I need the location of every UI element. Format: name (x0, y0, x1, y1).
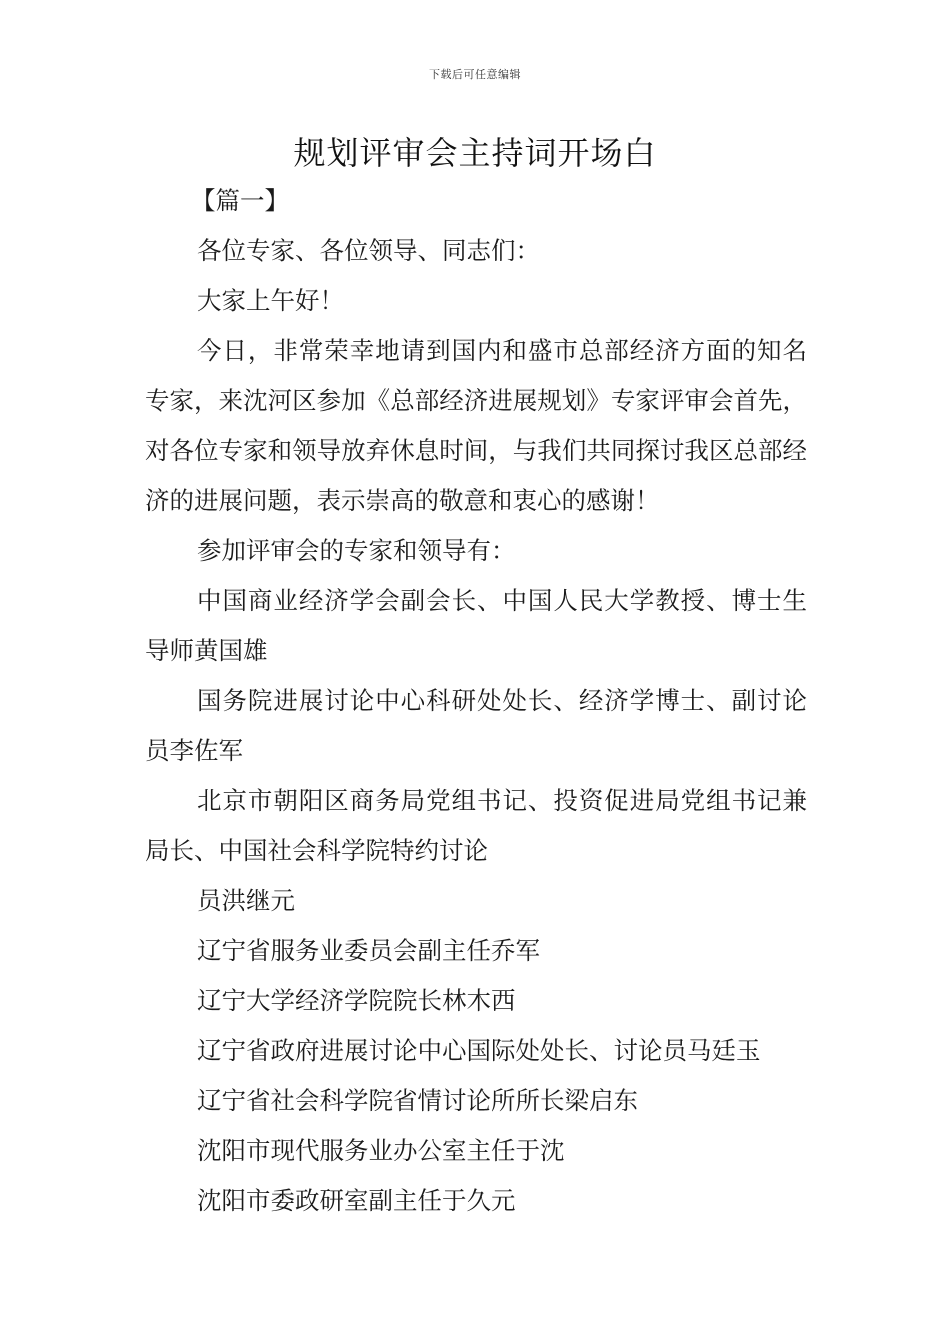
page-header-note: 下载后可任意编辑 (429, 68, 521, 81)
attendee-item: 北京市朝阳区商务局党组书记、投资促进局党组书记兼局长、中国社会科学院特约讨论 (145, 786, 807, 865)
attendee-item: 辽宁省服务业委员会副主任乔军 (197, 936, 540, 965)
attendee-intro: 参加评审会的专家和领导有： (197, 536, 516, 565)
document-title: 规划评审会主持词开场白 (293, 134, 657, 172)
opening-paragraph: 今日，非常荣幸地请到国内和盛市总部经济方面的知名专家，来沈河区参加《总部经济进展规划》专家评审会首先，对各位专家和领导放弃休息时间，与我们共同探讨我区总部经济的进展问题，表示崇高的敬意和衷心的感谢！ (145, 336, 807, 515)
attendee-item: 中国商业经济学会副会长、中国人民大学教授、博士生导师黄国雄 (145, 586, 807, 665)
attendee-item: 辽宁大学经济学院院长林木西 (197, 986, 516, 1015)
attendee-item: 国务院进展讨论中心科研处处长、经济学博士、副讨论员李佐军 (145, 686, 807, 765)
greeting: 大家上午好！ (197, 286, 344, 315)
attendee-item: 沈阳市委政研室副主任于久元 (197, 1186, 516, 1215)
section-heading: 【篇一】 (191, 186, 289, 215)
attendee-item: 辽宁省社会科学院省情讨论所所长梁启东 (197, 1086, 638, 1115)
salutation: 各位专家、各位领导、同志们： (197, 236, 540, 265)
attendee-item: 沈阳市现代服务业办公室主任于沈 (197, 1136, 565, 1165)
attendee-item-continuation: 员洪继元 (197, 886, 295, 915)
attendee-item: 辽宁省政府进展讨论中心国际处处长、讨论员马廷玉 (197, 1036, 761, 1065)
document-body (145, 176, 807, 1226)
